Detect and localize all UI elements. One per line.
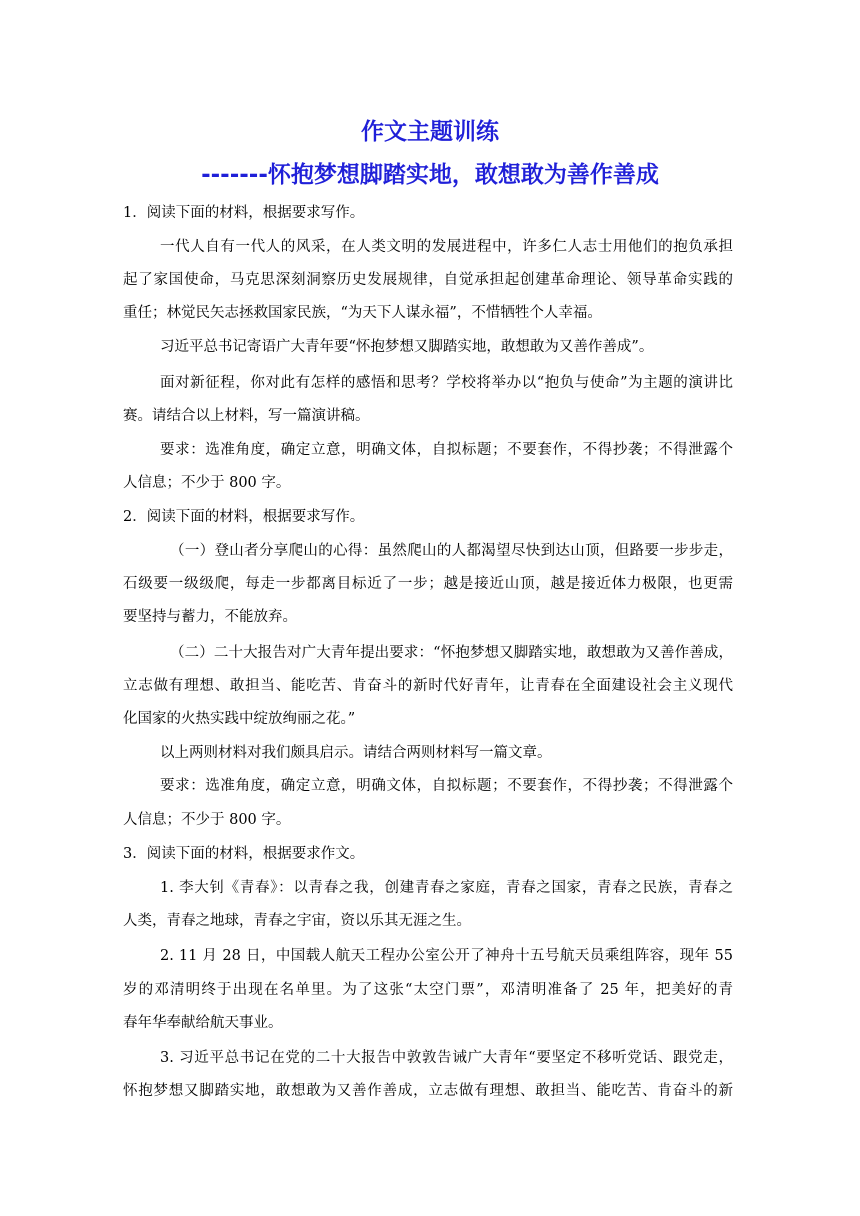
- q3-material2-line1: 2. 11 月 28 日，中国载人航天工程办公室公开了神舟十五号航天员乘组阵容，现年 55: [160, 948, 733, 964]
- q3-material2-line2: 岁的邓清明终于出现在名单里。为了这张“太空门票”，邓清明准备了 25 年，把美好的青: [123, 982, 733, 998]
- q1-paragraph3-line1: 面对新征程，你对此有怎样的感悟和思考？学校将举办以“抱负与使命”为主题的演讲比: [160, 375, 733, 391]
- q2-material1-line3: 要坚持与蓄力，不能放弃。: [123, 609, 297, 625]
- q2-material2-line2: 立志做有理想、敢担当、能吃苦、肯奋斗的新时代好青年，让青春在全面建设社会主义现代: [123, 678, 733, 694]
- q1-paragraph1-line2: 起了家国使命，马克思深刻洞察历史发展规律，自觉承担起创建革命理论、领导革命实践的: [123, 272, 733, 288]
- q1-requirement-line2: 人信息；不少于 800 字。: [123, 475, 291, 491]
- q3-heading: 3．阅读下面的材料，根据要求作文。: [123, 846, 365, 862]
- q2-material2-line1: （二）二十大报告对广大青年提出要求：“怀抱梦想又脚踏实地，敢想敢为又善作善成，: [170, 645, 733, 661]
- q1-paragraph1-line3: 重任；林觉民矢志拯救国家民族，“为天下人谋永福”，不惜牺牲个人幸福。: [123, 305, 602, 321]
- q3-material3-line1: 3. 习近平总书记在党的二十大报告中敦敦告诫广大青年“要坚定不移听党话、跟党走，: [160, 1050, 733, 1066]
- q3-material1-line1: 1. 李大钊《青春》：以青春之我，创建青春之家庭，青春之国家，青春之民族，青春之: [160, 880, 733, 896]
- q3-material3-line2: 怀抱梦想又脚踏实地，敢想敢为又善作善成，立志做有理想、敢担当、能吃苦、肯奋斗的新: [123, 1083, 733, 1099]
- q3-material1-line2: 人类，青春之地球，青春之宇宙，资以乐其无涯之生。: [123, 913, 471, 929]
- q2-material1-line2: 石级要一级级爬，每走一步都离目标近了一步；越是接近山顶，越是接近体力极限，也更需: [123, 576, 733, 592]
- q2-requirement-line2: 人信息；不少于 800 字。: [123, 812, 291, 828]
- document-subtitle: -------怀抱梦想脚踏实地，敢想敢为善作善成: [201, 162, 659, 188]
- q1-paragraph2: 习近平总书记寄语广大青年要“怀抱梦想又脚踏实地，敢想敢为又善作善成”。: [160, 339, 654, 355]
- q2-material1-line1: （一）登山者分享爬山的心得：虽然爬山的人都渴望尽快到达山顶，但路要一步步走，: [170, 543, 733, 559]
- q1-paragraph1-line1: 一代人自有一代人的风采，在人类文明的发展进程中，许多仁人志士用他们的抱负承担: [160, 239, 733, 255]
- q1-requirement-line1: 要求：选准角度，确定立意，明确文体，自拟标题；不要套作，不得抄袭；不得泄露个: [160, 442, 733, 458]
- q1-heading: 1．阅读下面的材料，根据要求写作。: [123, 205, 365, 221]
- document-title: 作文主题训练: [361, 119, 499, 145]
- q2-paragraph3: 以上两则材料对我们颇具启示。请结合两则材料写一篇文章。: [160, 745, 552, 761]
- q2-material2-line3: 化国家的火热实践中绽放绚丽之花。”: [123, 711, 356, 727]
- q3-material2-line3: 春年华奉献给航天事业。: [123, 1015, 283, 1031]
- q2-heading: 2．阅读下面的材料，根据要求写作。: [123, 509, 365, 525]
- q2-requirement-line1: 要求：选准角度，确定立意，明确文体，自拟标题；不要套作，不得抄袭；不得泄露个: [160, 778, 733, 794]
- q1-paragraph3-line2: 赛。请结合以上材料，写一篇演讲稿。: [123, 408, 370, 424]
